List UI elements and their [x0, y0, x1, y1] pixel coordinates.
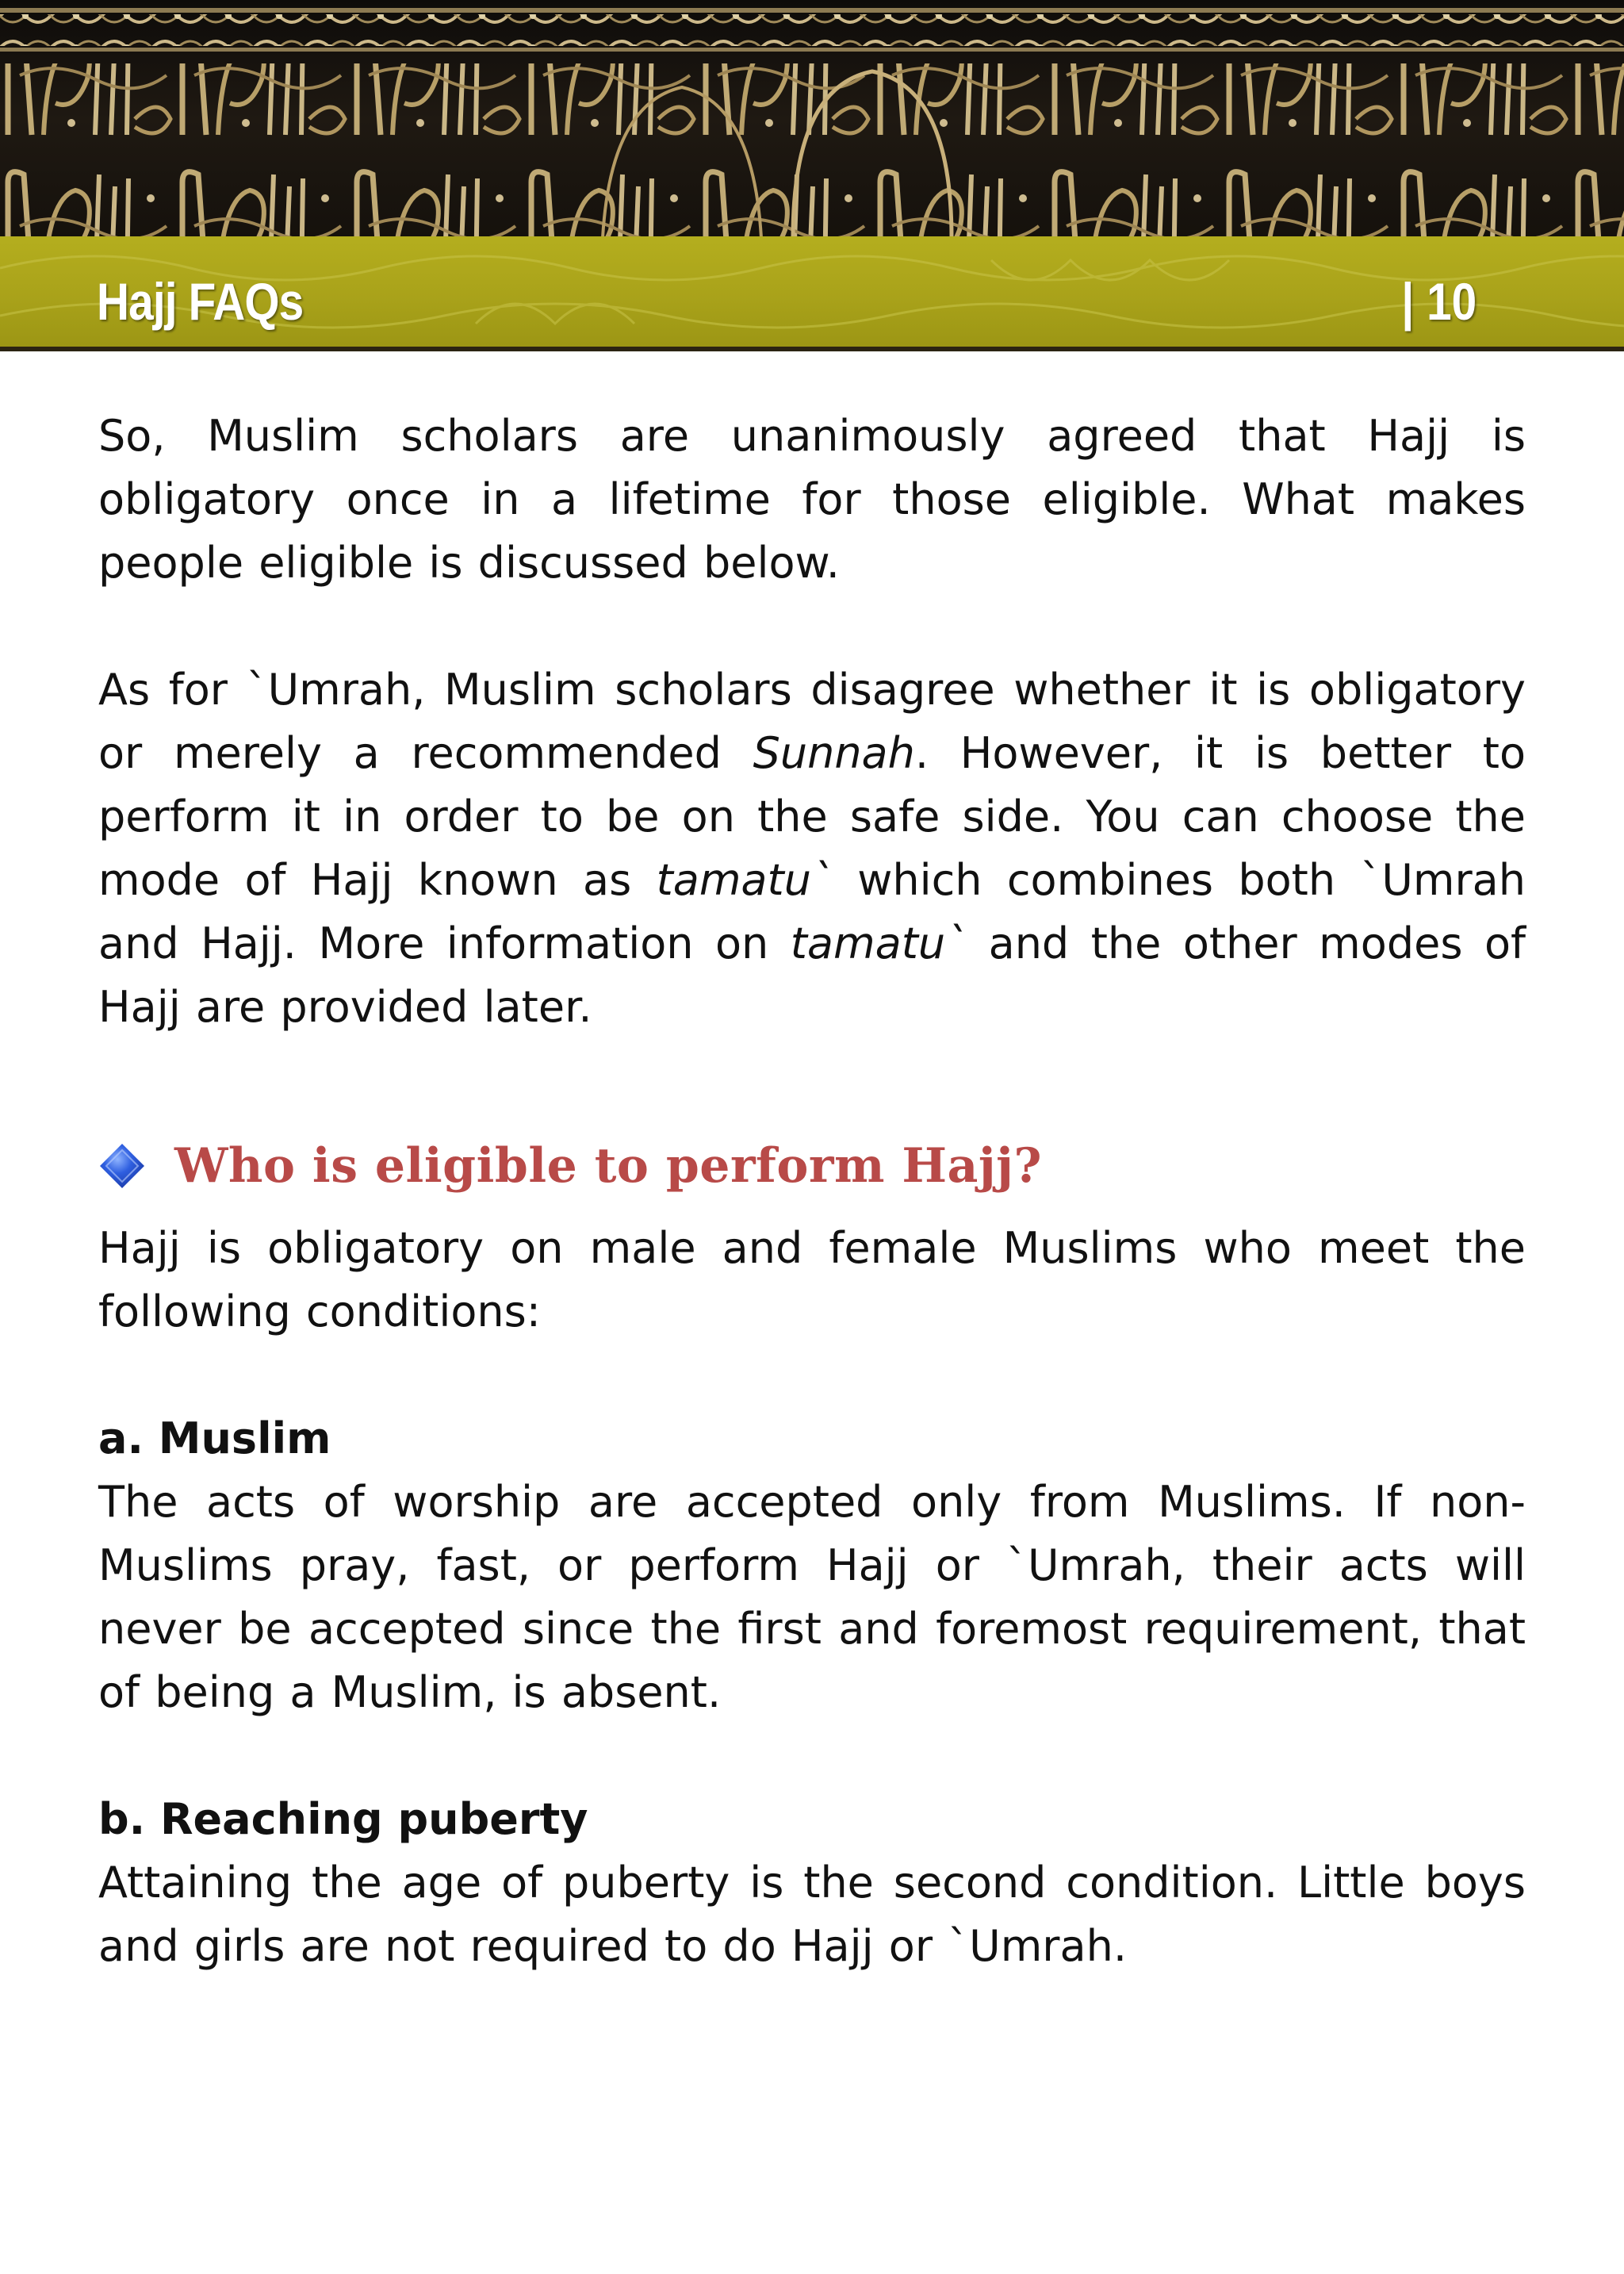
question-heading	[98, 1134, 1526, 1198]
document-title: Hajj FAQs	[97, 272, 304, 331]
paragraph-conditions-intro: Hajj is obligatory on male and female Muslims who meet the following conditions:	[98, 1223, 1526, 1336]
condition-heading: b. Reaching puberty	[98, 1794, 588, 1844]
condition-muslim	[98, 1407, 1526, 1724]
paragraph-umrah-text-2: . However, it is better to perform it in order to be on the safe side. You can choose the mode of Hajj known as	[98, 728, 1526, 905]
term-tamatu: tamatu`	[656, 855, 833, 905]
paragraph-umrah-text-4: and the other modes of Hajj are provided later.	[98, 918, 1526, 1032]
diamond-bullet-icon	[98, 1142, 146, 1190]
condition-puberty	[98, 1788, 1526, 1978]
banner-divider	[0, 347, 1624, 351]
condition-text: Attaining the age of puberty is the second condition. Little boys and girls are not required to do Hajj or `Umrah.	[98, 1858, 1526, 1971]
paragraph-umrah-text-3: which combines both `Umrah and Hajj. More information on	[98, 855, 1526, 968]
condition-text: The acts of worship are accepted only from Muslims. If non-Muslims pray, fast, or perform Hajj or `Umrah, their acts will never be accepted since the first and foremost requirement, that of being a Muslim, is absent.	[98, 1477, 1526, 1717]
page-number: | 10	[1401, 272, 1477, 331]
kiswah-calligraphy-image	[0, 0, 1624, 238]
question-text: Who is eligible to perform Hajj?	[174, 1138, 1043, 1194]
term-sunnah: Sunnah	[753, 728, 915, 778]
header-banner	[0, 0, 1624, 351]
page-content	[98, 405, 1526, 1978]
paragraph-umrah-text-1: As for `Umrah, Muslim scholars disagree whether it is obligatory or merely a recommended	[98, 665, 1526, 778]
term-tamatu-2: tamatu`	[790, 918, 967, 968]
spacer	[98, 1724, 1526, 1788]
paragraph-obligation: So, Muslim scholars are unanimously agreed that Hajj is obligatory once in a lifetime for those eligible. What makes people eligible is discussed below.	[98, 411, 1526, 588]
condition-heading: a. Muslim	[98, 1413, 331, 1463]
paragraph-umrah	[98, 658, 1526, 1039]
